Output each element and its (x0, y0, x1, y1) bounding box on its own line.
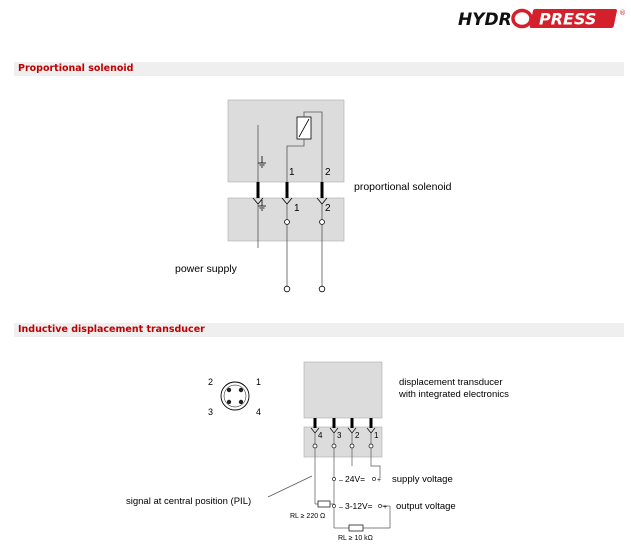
resistor-10k-icon (349, 525, 363, 531)
output-voltage-value: 3-12V= (345, 501, 373, 511)
solenoid-pin-1-upper: 1 (289, 167, 295, 178)
solenoid-pin-1-lower: 1 (294, 203, 300, 214)
transducer-diagram (126, 362, 509, 542)
label-power-supply: power supply (175, 263, 237, 275)
connector-pin-label-4: 4 (256, 407, 262, 417)
solenoid-pin-2-upper: 2 (325, 167, 331, 178)
label-supply-voltage: supply voltage (392, 474, 453, 485)
supply-voltage-value: 24V= (345, 474, 366, 484)
solenoid-pin-2-lower: 2 (325, 203, 331, 214)
output-minus: – (339, 504, 343, 511)
resistor-220-icon (318, 501, 330, 507)
power-terminal-1 (284, 286, 290, 292)
terminal-pin-2: 2 (355, 431, 360, 440)
supply-minus: – (339, 477, 343, 484)
label-signal-central-position: signal at central position (PIL) (126, 496, 252, 507)
section-title-transducer: Inductive displacement transducer (18, 324, 205, 335)
round-connector-icon (221, 382, 249, 410)
logo-registered: ® (619, 9, 626, 17)
solenoid-diagram (175, 100, 452, 292)
terminal-pin-3: 3 (337, 431, 342, 440)
logo-text-part1: HYDR (458, 10, 512, 30)
rl-10k-label: RL ≥ 10 kΩ (338, 535, 373, 542)
power-terminal-2 (319, 286, 325, 292)
rl-220-label: RL ≥ 220 Ω (290, 513, 326, 520)
terminal-pin-4: 4 (318, 431, 323, 440)
label-transducer-line2: with integrated electronics (399, 389, 509, 400)
connector-pin-label-3: 3 (208, 407, 214, 417)
transducer-plug-box (304, 427, 382, 457)
transducer-box (304, 362, 382, 418)
terminal-pin-1: 1 (374, 431, 379, 440)
section-title-solenoid: Proportional solenoid (18, 63, 134, 74)
supply-plus: + (377, 477, 382, 484)
connector-pin-label-1: 1 (256, 377, 262, 387)
connector-pin-label-2: 2 (208, 377, 214, 387)
label-transducer-line1: displacement transducer (399, 377, 503, 388)
label-output-voltage: output voltage (396, 501, 456, 512)
logo-text-part2: PRESS (539, 9, 597, 29)
label-proportional-solenoid: proportional solenoid (354, 181, 452, 193)
output-plus: + (383, 504, 388, 511)
